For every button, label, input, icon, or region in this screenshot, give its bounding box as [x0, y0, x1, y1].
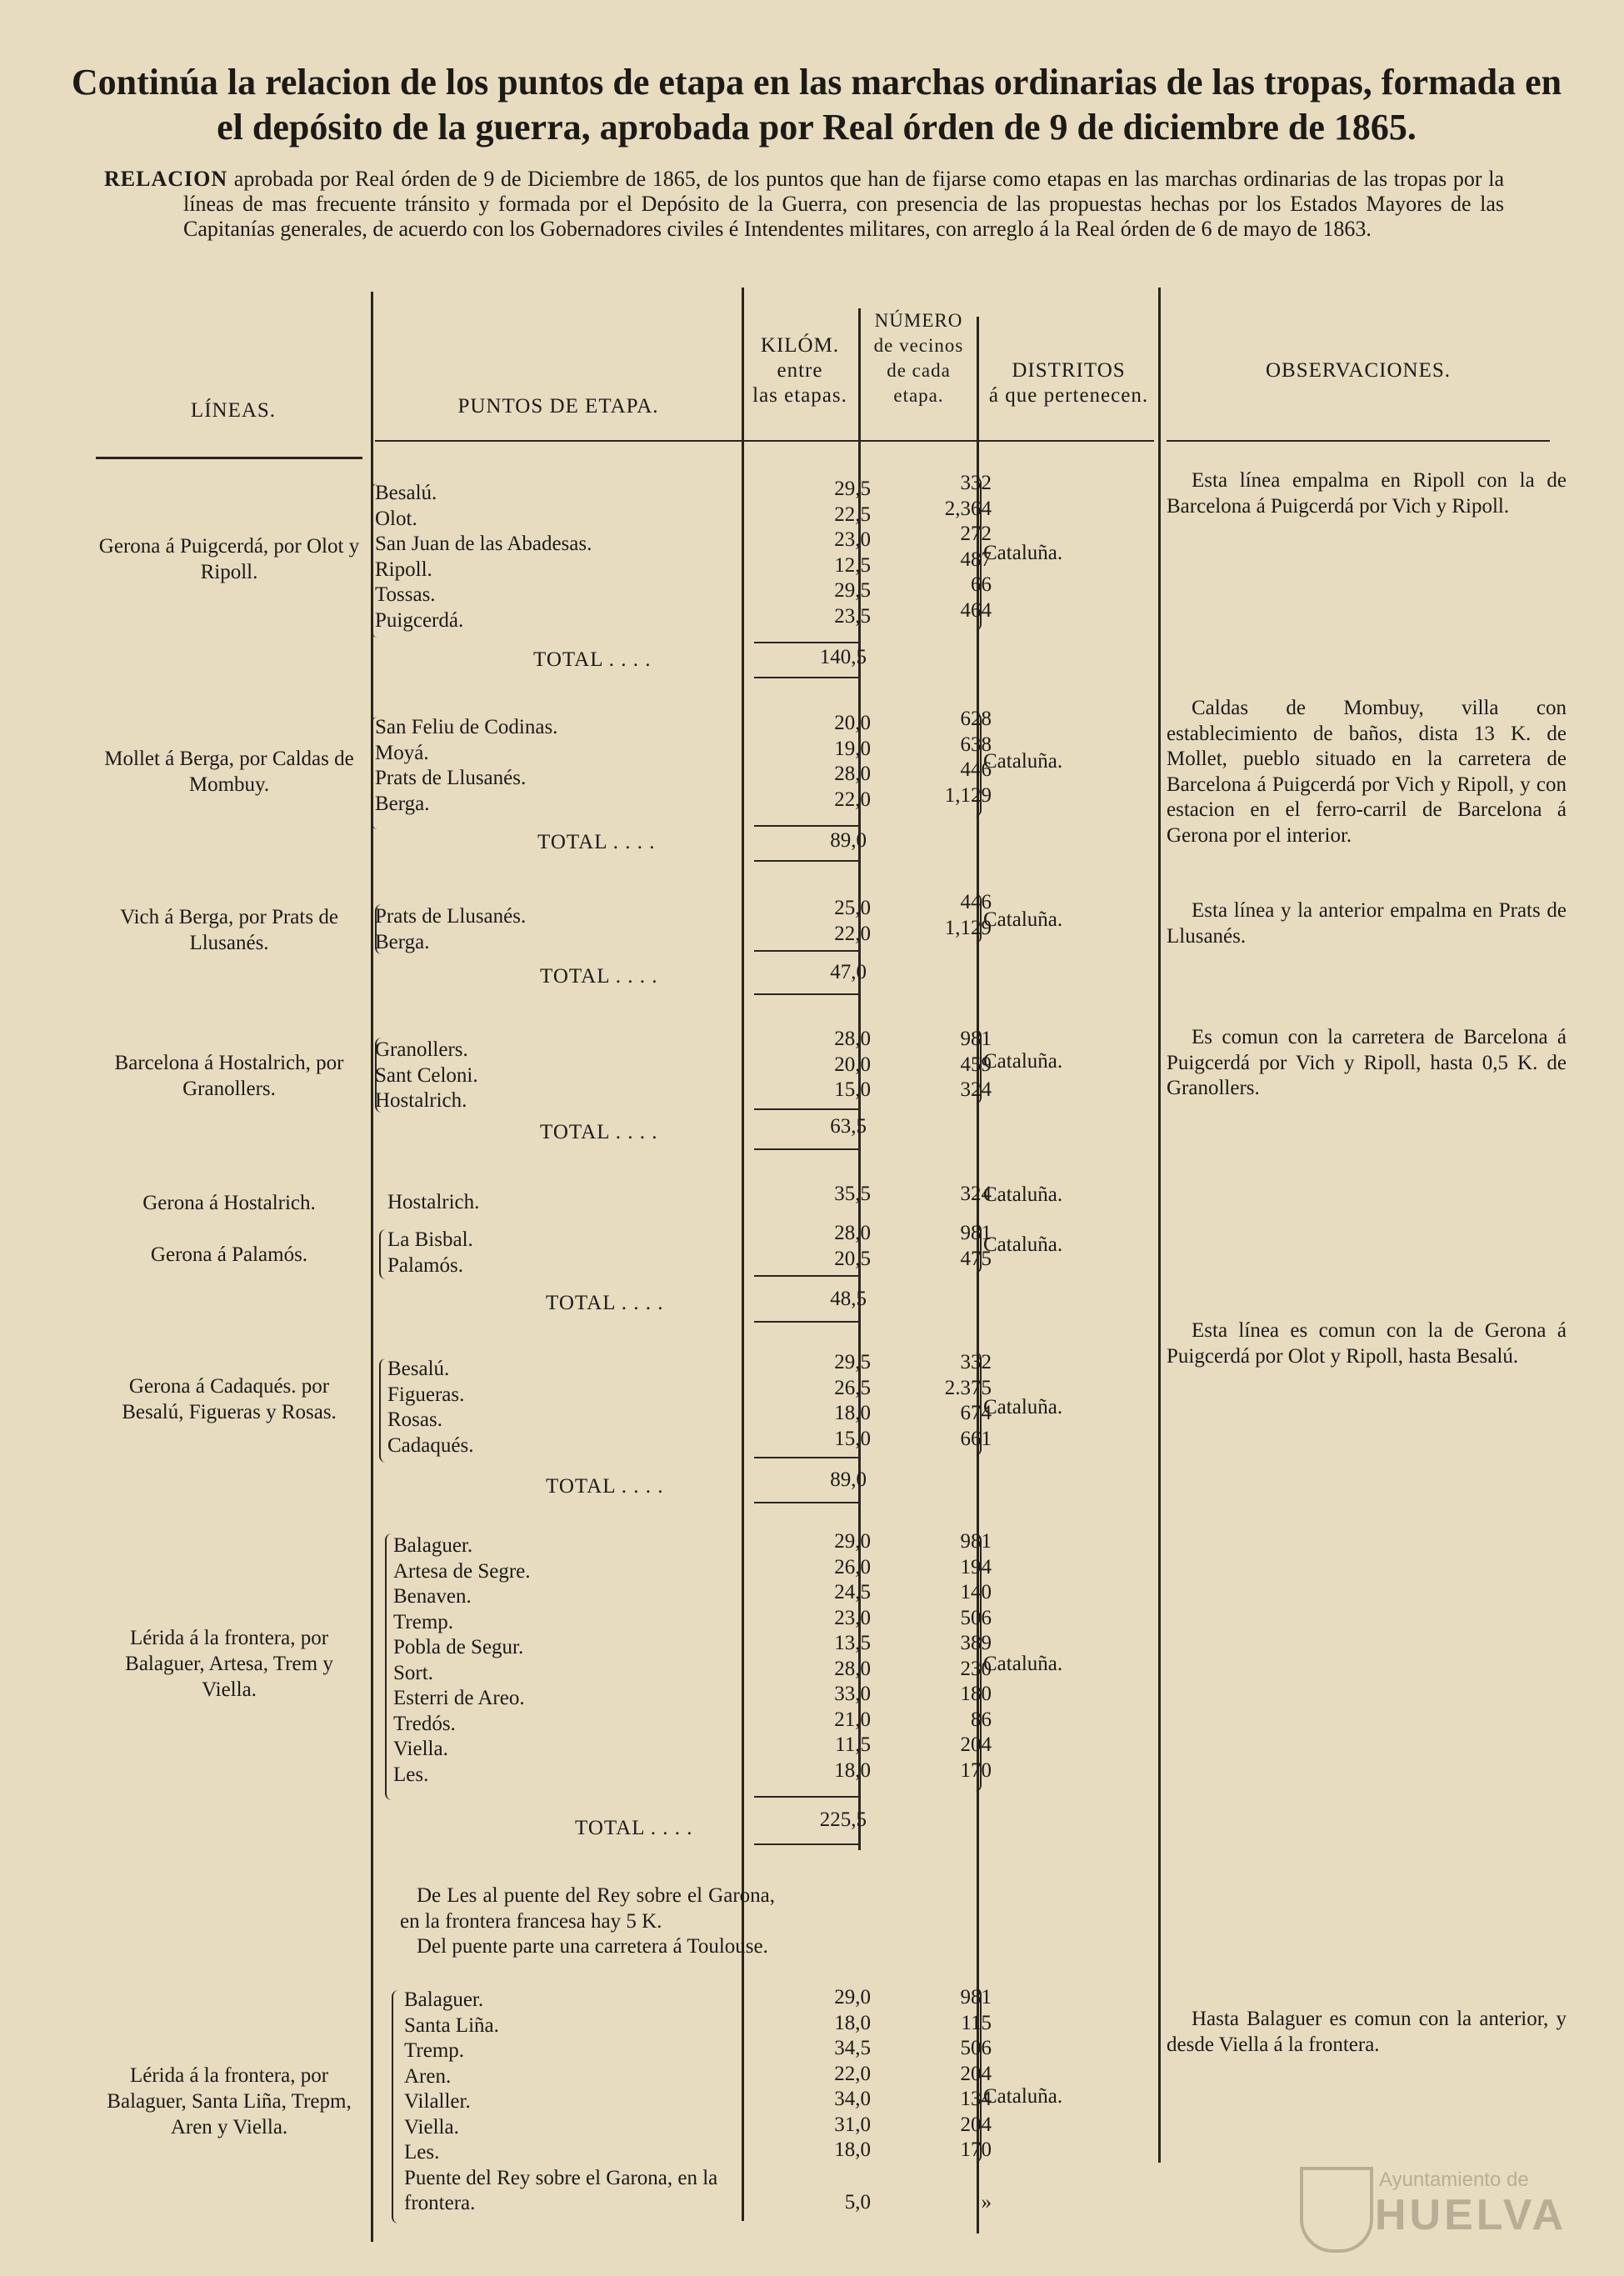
km-value: 18,0: [834, 2011, 871, 2034]
point-item: Esterri de Areo.: [393, 1687, 525, 1709]
line-name: Gerona á Puigcerdá, por Olot y Ripoll.: [98, 535, 360, 583]
total-rule-bottom: [754, 1843, 858, 1845]
total-rule: [754, 825, 858, 827]
vecinos-value: 638: [960, 733, 992, 756]
km-value: 29,0: [834, 1986, 871, 2008]
point-item: Vilaller.: [404, 2090, 471, 2113]
vecinos-value: 170: [960, 1758, 992, 1782]
vecinos-value: 272: [960, 523, 992, 545]
note-line: De Les al puente del Rey sobre el Garona, en la frontera francesa hay 5 K.: [400, 1884, 775, 1933]
points-list: [375, 1038, 775, 1114]
header-kilom-1: KILÓM.: [760, 334, 840, 357]
point-item: Palamós.: [387, 1253, 463, 1277]
header-kilom-3: las etapas.: [752, 384, 847, 407]
point-item: Rosas.: [387, 1408, 442, 1431]
vecinos-value: 2.375: [944, 1376, 992, 1399]
line-name: Mollet á Berga, por Caldas de Mombuy.: [104, 748, 354, 796]
km-value: 23,5: [834, 604, 871, 628]
vecinos-value: »: [981, 2190, 992, 2213]
points-list: [375, 715, 775, 817]
km-value: 12,5: [834, 553, 871, 577]
km-value: 22,0: [834, 2062, 871, 2085]
coat-of-arms-icon: [1300, 2167, 1373, 2253]
total-rule: [754, 1796, 858, 1798]
vecinos-value: 204: [960, 2062, 992, 2085]
header-distritos-2: á que pertenecen.: [988, 384, 1149, 407]
km-value: 22,0: [834, 922, 871, 945]
total-value: 63,5: [830, 1115, 867, 1138]
header-rule-main: [375, 440, 1154, 442]
km-list: [775, 1985, 871, 2215]
vecinos-value: 332: [960, 1351, 992, 1373]
km-value: 26,5: [834, 1376, 871, 1399]
km-value: 28,0: [834, 763, 871, 785]
total-rule-bottom: [754, 993, 858, 995]
vecinos-brace: [972, 1223, 982, 1273]
km-value: 22,0: [834, 788, 871, 811]
page-title: Continúa la relacion de los puntos de etapa en las marchas ordinarias de las tropas, formada en el depósito de la guerra, aprobada por Real órden de 9 de diciembre de 1865.: [71, 62, 1562, 148]
point-item: Puente del Rey sobre el Garona, en la frontera.: [404, 2166, 718, 2214]
km-value: 29,5: [834, 478, 871, 500]
km-value: 19,0: [834, 737, 871, 760]
point-item: Hostalrich.: [387, 1191, 480, 1213]
intro-text: aprobada por Real órden de 9 de Diciembre de 1865, de los puntos que han de fijarse como etapas en las marchas ordinarias de las tropas por la líneas de mas frecuente tránsito y formada por el Depósito de la Guerra, con presencia de las propuestas hechas por los Estados Mayores de las Capitanías generales, de acuerdo con los Gobernadores civiles é Intendentes militares, con arreglo á la Real órden de 6 de mayo de 1863.: [183, 167, 1505, 241]
note-block: [400, 1883, 775, 1960]
km-value: 25,0: [834, 897, 871, 919]
km-list: [775, 477, 871, 629]
header-vecinos: [858, 308, 979, 408]
point-item: Ripoll.: [375, 558, 432, 581]
km-value: 18,0: [834, 2138, 871, 2161]
point-item: Besalú.: [375, 482, 437, 504]
line-name: Barcelona á Hostalrich, por Granollers.: [114, 1052, 344, 1100]
header-rule-obs: [1167, 440, 1550, 442]
vecinos-value: 661: [960, 1427, 992, 1450]
total-label: TOTAL . . . .: [575, 1817, 693, 1839]
km-value: 18,0: [834, 1402, 871, 1424]
point-item: Berga.: [375, 930, 430, 953]
point-item: La Bisbal.: [387, 1228, 473, 1251]
header-vecinos-2: de vecinos: [873, 335, 964, 356]
point-item: Tremp.: [404, 2039, 465, 2062]
km-value: 33,0: [834, 1683, 871, 1705]
vecinos-value: 981: [960, 1986, 992, 2008]
note-line: Del puente parte una carretera á Toulouse.: [417, 1935, 768, 1958]
point-item: Balaguer.: [404, 1988, 484, 2011]
line-name: Gerona á Hostalrich.: [142, 1192, 316, 1214]
total-value: 48,5: [830, 1288, 867, 1310]
intro-lead: RELACION: [104, 167, 228, 191]
point-item: Balaguer.: [393, 1534, 473, 1557]
point-item: Santa Liña.: [404, 2013, 499, 2037]
km-value: 29,5: [834, 1351, 871, 1373]
vecinos-value: 180: [960, 1683, 992, 1705]
vecinos-value: 194: [960, 1555, 992, 1578]
km-value: 23,0: [834, 1606, 871, 1629]
km-value: 34,5: [834, 2037, 871, 2059]
km-value: 28,0: [834, 1222, 871, 1244]
total-value: 89,0: [830, 829, 867, 852]
observation: Esta línea es comun con la de Gerona á Puigcerdá por Olot y Ripoll, hasta Besalú.: [1167, 1319, 1567, 1368]
total-label: TOTAL . . . .: [537, 831, 656, 853]
total-value: 140,5: [819, 646, 867, 668]
total-rule: [754, 1108, 858, 1110]
district-label: Cataluña.: [983, 2085, 1063, 2108]
vecinos-value: 446: [960, 758, 992, 781]
points-list: [393, 1533, 793, 1788]
km-list: [775, 1529, 871, 1783]
point-item: Besalú.: [387, 1358, 450, 1380]
vecinos-value: 389: [960, 1632, 992, 1654]
vecinos-value: 324: [960, 1183, 992, 1205]
header-distritos-1: DISTRITOS: [1012, 359, 1126, 382]
point-item: Aren.: [404, 2064, 452, 2088]
km-value: 34,0: [834, 2088, 871, 2110]
total-rule-bottom: [754, 677, 858, 678]
total-rule: [754, 1275, 858, 1277]
km-value: 5,0: [844, 2190, 871, 2213]
vecinos-value: 66: [971, 573, 992, 596]
line-name: Lérida á la frontera, por Balaguer, Santa Liña, Trepm, Aren y Viella.: [107, 2064, 352, 2138]
point-item: San Juan de las Abadesas.: [375, 533, 592, 555]
point-item: Moyá.: [375, 741, 429, 764]
vecinos-value: 115: [961, 2011, 992, 2034]
vecinos-value: 324: [960, 1078, 992, 1101]
point-item: Tremp.: [393, 1610, 454, 1633]
points-list: [404, 1988, 771, 2217]
total-rule-bottom: [754, 1148, 858, 1150]
header-kilom: [737, 333, 862, 408]
point-item: Berga.: [375, 792, 430, 815]
point-item: Viella.: [404, 2115, 459, 2138]
vecinos-value: 2,364: [944, 497, 992, 520]
district-label: Cataluña.: [983, 1183, 1063, 1206]
total-label: TOTAL . . . .: [546, 1292, 664, 1314]
point-item: Tredós.: [393, 1712, 456, 1735]
km-value: 26,0: [834, 1555, 871, 1578]
point-item: Cadaqués.: [387, 1433, 474, 1457]
line-name: Gerona á Cadaqués. por Besalú, Figueras y Rosas.: [122, 1375, 337, 1423]
km-value: 29,0: [834, 1530, 871, 1553]
col-divider-distritos: [1158, 288, 1161, 2163]
km-value: 15,0: [834, 1078, 871, 1101]
intro-paragraph: [104, 167, 1504, 242]
km-value: 18,0: [834, 1758, 871, 1782]
points-list: [387, 1357, 787, 1458]
point-item: Hostalrich.: [375, 1089, 467, 1112]
point-item: Sort.: [393, 1661, 433, 1684]
observation: Caldas de Mombuy, villa con establecimiento de baños, dista 13 K. de Mollet, pueblo situado en la carretera de Barcelona á Puigcerdá por Vich y Ripoll, y con estacion en el ferro-carril de Barcelona á Gerona por el interior.: [1167, 697, 1567, 847]
km-list: [775, 1221, 871, 1272]
km-list: [775, 711, 871, 813]
km-value: 35,5: [834, 1183, 871, 1205]
km-list: [775, 1027, 871, 1103]
header-observaciones: OBSERVACIONES.: [1266, 359, 1451, 382]
km-list: [775, 1182, 871, 1208]
vecinos-value: 1,129: [944, 916, 992, 939]
km-value: 11,5: [835, 1733, 871, 1756]
vecinos-value: 230: [960, 1657, 992, 1680]
point-item: Viella.: [393, 1738, 448, 1760]
vecinos-value: 86: [971, 1708, 992, 1731]
point-item: Sant Celoni.: [375, 1063, 478, 1087]
district-label: Cataluña.: [983, 542, 1063, 564]
total-rule: [754, 950, 858, 952]
point-item: Figueras.: [387, 1383, 465, 1406]
observation: Es comun con la carretera de Barcelona á Puigcerdá por Vich y Ripoll, hasta 0,5 K. de Granollers.: [1167, 1026, 1567, 1099]
header-distritos: [975, 358, 1162, 408]
total-label: TOTAL . . . .: [546, 1475, 664, 1498]
header-vecinos-1: NÚMERO: [874, 310, 963, 331]
total-value: 47,0: [830, 961, 867, 983]
vecinos-value: 487: [960, 548, 992, 571]
point-item: Olot.: [375, 507, 417, 530]
km-value: 13,5: [834, 1632, 871, 1654]
vecinos-value: 981: [960, 1530, 992, 1553]
km-value: 20,0: [834, 712, 871, 734]
point-item: San Feliu de Codinas.: [375, 716, 558, 738]
vecinos-value: 506: [960, 2037, 992, 2059]
district-label: Cataluña.: [983, 1050, 1063, 1073]
km-list: [775, 1350, 871, 1452]
vecinos-value: 459: [960, 1053, 992, 1076]
points-list: [387, 1190, 787, 1216]
point-item: Pobla de Segur.: [393, 1636, 524, 1658]
vecinos-value: 674: [960, 1402, 992, 1424]
vecinos-brace: [972, 477, 982, 631]
header-kilom-2: entre: [777, 359, 823, 382]
point-item: Prats de Llusanés.: [375, 905, 527, 928]
total-rule-bottom: [754, 1502, 858, 1503]
vecinos-brace: [972, 1029, 982, 1104]
km-value: 22,5: [834, 503, 871, 526]
observation: Esta línea empalma en Ripoll con la de Barcelona á Puigcerdá por Vich y Ripoll.: [1167, 469, 1567, 518]
vecinos-value: 981: [960, 1222, 992, 1244]
point-item: Tossas.: [375, 583, 436, 606]
vecinos-value: 332: [960, 472, 992, 494]
observation: Hasta Balaguer es comun con la anterior, y desde Viella á la frontera.: [1167, 2008, 1567, 2056]
point-item: Les.: [404, 2141, 440, 2163]
km-value: 20,5: [834, 1247, 871, 1270]
km-value: 31,0: [834, 2113, 871, 2136]
total-rule: [754, 1457, 858, 1458]
total-label: TOTAL . . . .: [533, 648, 652, 671]
vecinos-brace: [972, 1533, 982, 1792]
header-lineas: LÍNEAS.: [190, 399, 277, 422]
km-value: 15,0: [834, 1427, 871, 1450]
header-vecinos-4: etapa.: [893, 385, 944, 406]
km-value: 21,0: [834, 1708, 871, 1731]
observation: Esta línea y la anterior empalma en Prats de Llusanés.: [1167, 899, 1567, 948]
line-name: Gerona á Palamós.: [150, 1243, 308, 1266]
vecinos-value: 170: [960, 2138, 992, 2161]
vecinos-value: 204: [960, 2113, 992, 2136]
vecinos-value: 475: [960, 1247, 992, 1270]
total-rule: [754, 642, 858, 643]
vecinos-value: 140: [960, 1581, 992, 1603]
line-name: Vich á Berga, por Prats de Llusanés.: [120, 906, 338, 954]
km-list: [775, 896, 871, 947]
header-vecinos-3: de cada: [887, 360, 951, 381]
vecinos-value: 446: [960, 891, 992, 913]
vecinos-value: 464: [960, 598, 992, 622]
vecinos-value: 506: [960, 1606, 992, 1629]
watermark-big: HUELVA: [1375, 2191, 1567, 2239]
km-value: 28,0: [834, 1657, 871, 1680]
point-item: Granollers.: [375, 1038, 468, 1061]
points-list: [387, 1228, 787, 1278]
header-rule-left: [96, 457, 362, 459]
vecinos-value: 981: [960, 1028, 992, 1050]
district-label: Cataluña.: [983, 1653, 1063, 1675]
vecinos-brace: [972, 893, 982, 943]
total-rule-bottom: [754, 1321, 858, 1323]
point-item: Puigcerdá.: [375, 608, 464, 632]
total-label: TOTAL . . . .: [540, 1121, 658, 1143]
header-puntos: PUNTOS DE ETAPA.: [457, 395, 659, 418]
line-name: Lérida á la frontera, por Balaguer, Artesa, Trem y Viella.: [125, 1627, 333, 1701]
point-item: Benaven.: [393, 1585, 472, 1608]
total-value: 225,5: [819, 1808, 867, 1831]
total-label: TOTAL . . . .: [540, 965, 658, 988]
points-brace: [392, 1990, 402, 2223]
vecinos-brace: [972, 1988, 982, 2163]
vecinos-brace: [972, 1352, 982, 1456]
points-list: [375, 904, 775, 955]
total-value: 89,0: [830, 1468, 867, 1491]
district-label: Cataluña.: [983, 1396, 1063, 1418]
km-value: 24,5: [834, 1581, 871, 1603]
vecinos-value: 1,129: [944, 783, 992, 807]
points-list: [375, 481, 775, 633]
km-value: 23,0: [834, 528, 871, 551]
km-value: 28,0: [834, 1028, 871, 1050]
watermark-small: Ayuntamiento de: [1379, 2168, 1529, 2191]
km-value: 20,0: [834, 1053, 871, 1076]
vecinos-value: 204: [960, 1733, 992, 1756]
km-value: 29,5: [834, 579, 871, 602]
point-item: Prats de Llusanés.: [375, 767, 527, 789]
point-item: Artesa de Segre.: [393, 1559, 531, 1583]
vecinos-brace: [972, 713, 982, 817]
vecinos-value: 628: [960, 708, 992, 730]
vecinos-list: [896, 1182, 992, 1208]
district-label: Cataluña.: [983, 750, 1063, 773]
district-label: Cataluña.: [983, 908, 1063, 931]
point-item: Les.: [393, 1763, 429, 1786]
district-label: Cataluña.: [983, 1233, 1063, 1256]
vecinos-value: 134: [960, 2088, 992, 2110]
total-rule-bottom: [754, 860, 858, 862]
